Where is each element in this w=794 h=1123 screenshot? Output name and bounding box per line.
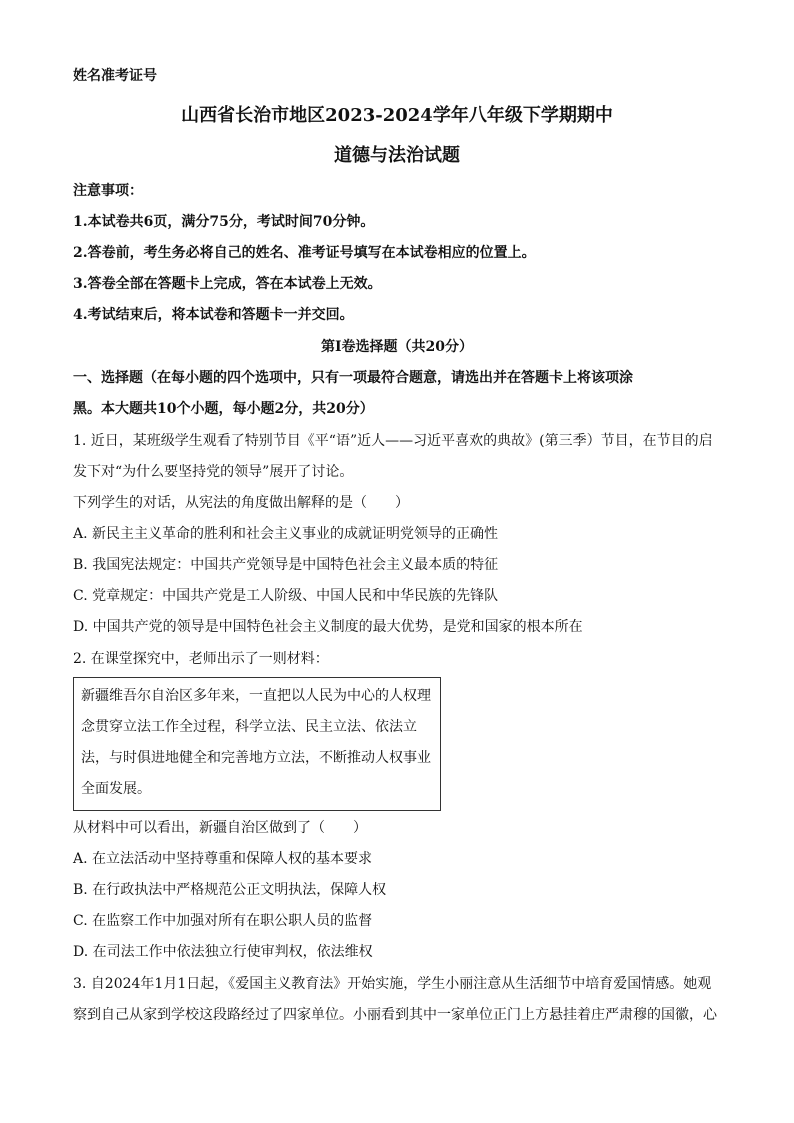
question-1-stem: 发下对“为什么要坚持党的领导”展开了讨论。	[73, 464, 354, 480]
candidate-fields: 姓名准考证号	[73, 68, 157, 84]
note-item: 2.答卷前，考生务必将自己的姓名、准考证号填写在本试卷相应的位置上。	[73, 245, 536, 261]
notes-heading: 注意事项：	[73, 183, 143, 199]
question-1-option-a: A. 新民主主义革命的胜利和社会主义事业的成就证明党领导的正确性	[73, 526, 499, 542]
question-1-option-b: B. 我国宪法规定：中国共产党领导是中国特色社会主义最本质的特征	[73, 557, 499, 573]
question-1-option-d: D. 中国共产党的领导是中国特色社会主义制度的最大优势，是党和国家的根本所在	[73, 619, 583, 635]
note-item: 4.考试结束后，将本试卷和答题卡一并交回。	[73, 307, 354, 323]
material-line: 法，与时俱进地健全和完善地方立法，不断推动人权事业	[81, 750, 431, 766]
section-instruction: 黑。本大题共10个小题，每小题2分，共20分）	[73, 401, 374, 417]
exam-subject: 道德与法治试题	[334, 145, 460, 166]
question-1-stem: 1. 近日，某班级学生观看了特别节目《平“语”近人——习近平喜欢的典故》(第三季）节目，在节目的启	[73, 433, 713, 449]
section-instruction: 一、选择题（在每小题的四个选项中，只有一项最符合题意，请选出并在答题卡上将该项涂	[73, 370, 633, 386]
exam-title: 山西省长治市地区2023-2024学年八年级下学期期中	[181, 105, 613, 126]
question-2-option-c: C. 在监察工作中加强对所有在职公职人员的监督	[73, 913, 373, 929]
material-line: 新疆维吾尔自治区多年来，一直把以人民为中心的人权理	[81, 688, 431, 704]
question-2-prompt: 从材料中可以看出，新疆自治区做到了（ ）	[73, 820, 367, 836]
question-2-option-b: B. 在行政执法中严格规范公正文明执法，保障人权	[73, 882, 387, 898]
question-2-stem: 2. 在课堂探究中，老师出示了一则材料：	[73, 651, 329, 667]
note-item: 1.本试卷共6页，满分75分，考试时间70分钟。	[73, 214, 375, 230]
question-3-stem: 3. 自2024年1月1日起，《爱国主义教育法》开始实施，学生小丽注意从生活细节中培育爱国情感。她观	[73, 976, 712, 992]
section-title: 第Ⅰ卷选择题（共20分）	[320, 339, 474, 355]
question-2-option-d: D. 在司法工作中依法独立行使审判权，依法维权	[73, 944, 373, 960]
material-line: 念贯穿立法工作全过程，科学立法、民主立法、依法立	[81, 719, 417, 735]
question-3-stem: 察到自己从家到学校这段路经过了四家单位。小丽看到其中一家单位正门上方悬挂着庄严肃穆的国徽，心	[73, 1007, 717, 1023]
material-line: 全面发展。	[81, 781, 151, 797]
question-2-option-a: A. 在立法活动中坚持尊重和保障人权的基本要求	[73, 851, 373, 867]
question-1-prompt: 下列学生的对话，从宪法的角度做出解释的是（ ）	[73, 495, 409, 511]
question-1-option-c: C. 党章规定：中国共产党是工人阶级、中国人民和中华民族的先锋队	[73, 588, 499, 604]
note-item: 3.答卷全部在答题卡上完成，答在本试卷上无效。	[73, 276, 382, 292]
